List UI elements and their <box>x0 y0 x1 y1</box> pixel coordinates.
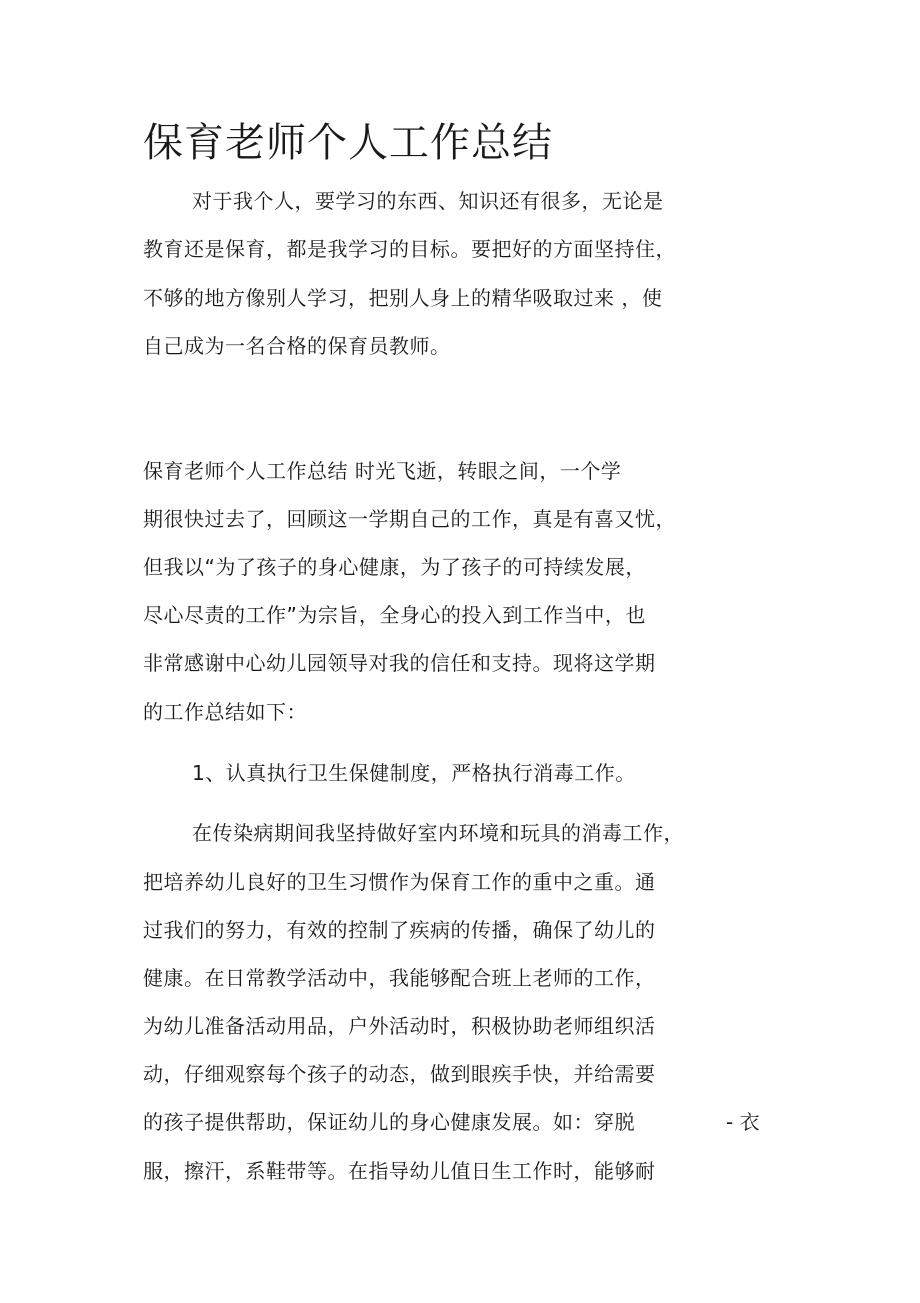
paragraph-line: 服，擦汗，系鞋带等。在指导幼儿值日生工作时，能够耐 <box>143 1159 656 1183</box>
paragraph-line: 过我们的努力，有效的控制了疾病的传播，确保了幼儿的 <box>143 918 656 942</box>
paragraph-line: 对于我个人，要学习的东西、知识还有很多，无论是 <box>192 189 664 213</box>
paragraph-line: 教育还是保育，都是我学习的目标。要把好的方面坚持住， <box>143 237 676 261</box>
paragraph-line: 的工作总结如下： <box>143 700 307 724</box>
paragraph-line: 期很快过去了，回顾这一学期自己的工作，真是有喜又忧， <box>143 507 676 531</box>
section-heading: 1、认真执行卫生保健制度，严格执行消毒工作。 <box>192 761 636 785</box>
paragraph-line: 非常感谢中心幼儿园领导对我的信任和支持。现将这学期 <box>143 651 656 675</box>
paragraph-line: 把培养幼儿良好的卫生习惯作为保育工作的重中之重。通 <box>143 870 656 894</box>
paragraph-line: 动，仔细观察每个孩子的动态，做到眼疾手快，并给需要 <box>143 1062 656 1086</box>
paragraph-line-fragment: - 衣 <box>726 1110 760 1134</box>
paragraph-line: 保育老师个人工作总结 时光飞逝，转眼之间，一个学 <box>143 459 622 483</box>
paragraph-line: 不够的地方像别人学习，把别人身上的精华吸取过来 ，使 <box>143 286 663 310</box>
paragraph-line: 的孩子提供帮助，保证幼儿的身心健康发展。如：穿脱 <box>143 1110 635 1134</box>
document-title: 保育老师个人工作总结 <box>143 120 553 166</box>
paragraph-line: 在传染病期间我坚持做好室内环境和玩具的消毒工作， <box>192 821 684 845</box>
paragraph-line: 但我以“为了孩子的身心健康，为了孩子的可持续发展， <box>143 555 646 579</box>
paragraph-line: 尽心尽责的工作”为宗旨，全身心的投入到工作当中，也 <box>143 603 646 627</box>
paragraph-line: 自己成为一名合格的保育员教师。 <box>143 334 451 358</box>
paragraph-line: 健康。在日常教学活动中，我能够配合班上老师的工作， <box>143 966 656 990</box>
paragraph-line: 为幼儿准备活动用品，户外活动时，积极协助老师组织活 <box>143 1014 656 1038</box>
